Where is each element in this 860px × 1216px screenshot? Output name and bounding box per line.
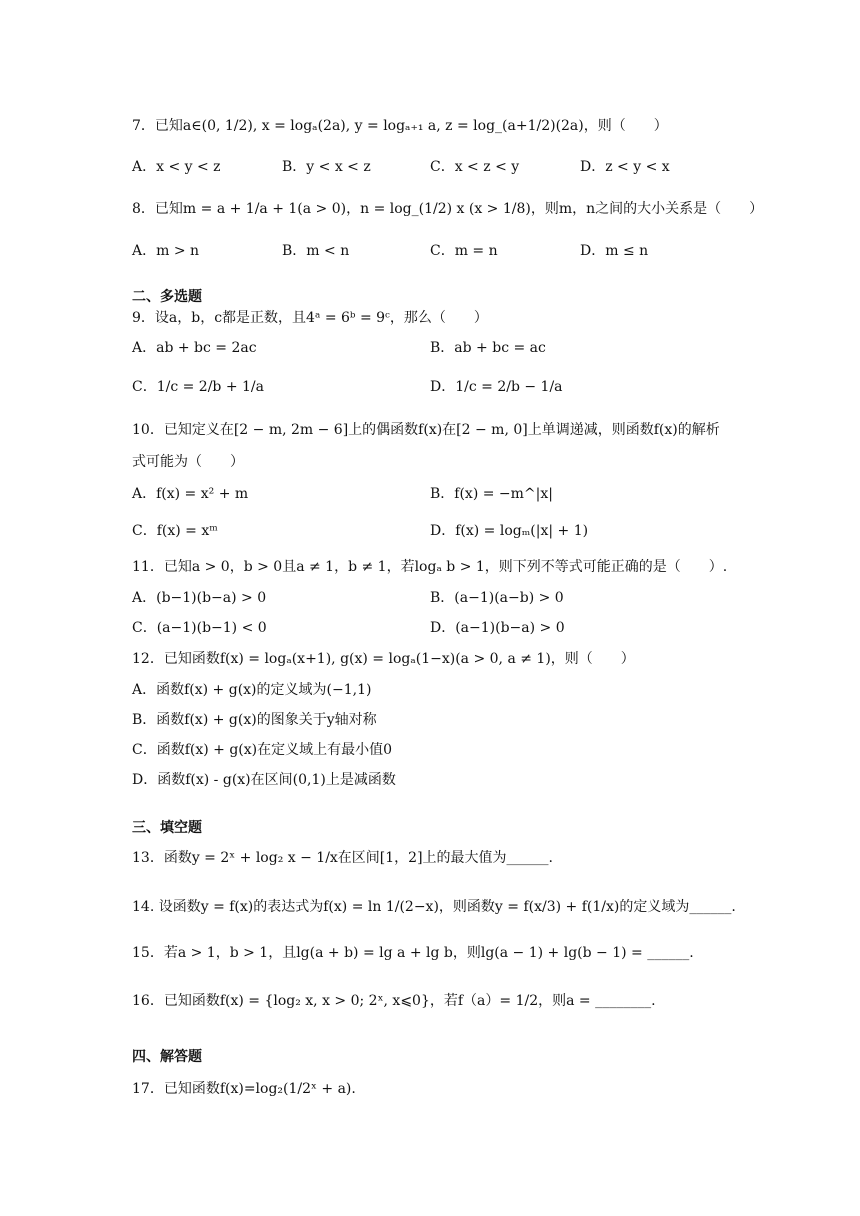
q12-option-b: B．函数f(x) + g(x)的图象关于y轴对称 — [132, 712, 377, 728]
q10-option-b: B．f(x) = −m^|x| — [430, 486, 553, 502]
q9-option-a: A．ab + bc = 2ac — [132, 340, 257, 356]
q7-option-c: C．x < z < y — [430, 159, 520, 175]
q8-option-a: A．m > n — [132, 243, 200, 259]
q10-option-c: C．f(x) = xᵐ — [132, 523, 218, 539]
q17-stem: 17．已知函数f(x)=log₂(1/2ˣ + a). — [132, 1081, 356, 1097]
q10-stem-line2: 式可能为（ ） — [132, 454, 244, 470]
q11-stem: 11．已知a > 0，b > 0且a ≠ 1，b ≠ 1，若logₐ b > 1，则下列不等式可能正确的是（ ）. — [132, 559, 728, 575]
q10-stem-line1: 10．已知定义在[2 − m, 2m − 6]上的偶函数f(x)在[2 − m, 0]上单调递减，则函数f(x)的解析 — [132, 422, 720, 438]
section-heading-answer: 四、解答题 — [132, 1049, 202, 1065]
q11-option-b: B．(a−1)(a−b) > 0 — [430, 590, 564, 606]
q14-stem: 14. 设函数y = f(x)的表达式为f(x) = ln 1/(2−x)，则函数y = f(x/3) + f(1/x)的定义域为______. — [132, 899, 736, 915]
q7-option-d: D．z < y < x — [580, 159, 670, 175]
q11-option-a: A．(b−1)(b−a) > 0 — [132, 590, 267, 606]
q9-stem: 9．设a，b，c都是正数，且4ᵃ = 6ᵇ = 9ᶜ，那么（ ） — [132, 310, 488, 326]
q7-option-a: A．x < y < z — [132, 159, 221, 175]
q12-stem: 12．已知函数f(x) = logₐ(x+1), g(x) = logₐ(1−x)(a > 0, a ≠ 1)，则（ ） — [132, 651, 635, 667]
q9-option-b: B．ab + bc = ac — [430, 340, 546, 356]
q10-option-d: D．f(x) = logₘ(|x| + 1) — [430, 523, 589, 539]
q8-stem: 8．已知m = a + 1/a + 1(a > 0)，n = log_(1/2) x (x > 1/8)，则m，n之间的大小关系是（ ） — [132, 201, 764, 217]
q7-stem: 7．已知a∈(0, 1/2), x = logₐ(2a), y = logₐ₊₁ a, z = log_(a+1/2)(2a)，则（ ） — [132, 118, 668, 134]
section-heading-multiple-choice: 二、多选题 — [132, 289, 202, 305]
q11-option-d: D．(a−1)(b−a) > 0 — [430, 620, 565, 636]
q16-stem: 16．已知函数f(x) = {log₂ x, x > 0; 2ˣ, x⩽0}，若f（a）= 1/2，则a = ________. — [132, 993, 656, 1009]
q12-option-d: D．函数f(x) - g(x)在区间(0,1)上是减函数 — [132, 772, 396, 788]
q12-option-a: A．函数f(x) + g(x)的定义域为(−1,1) — [132, 682, 372, 698]
q12-option-c: C．函数f(x) + g(x)在定义域上有最小值0 — [132, 742, 393, 758]
q8-option-b: B．m < n — [282, 243, 350, 259]
q10-option-a: A．f(x) = x² + m — [132, 486, 249, 502]
q11-option-c: C．(a−1)(b−1) < 0 — [132, 620, 267, 636]
q15-stem: 15．若a > 1，b > 1，且lg(a + b) = lg a + lg b，则lg(a − 1) + lg(b − 1) = ______. — [132, 945, 694, 961]
q8-option-d: D．m ≤ n — [580, 243, 649, 259]
q13-stem: 13．函数y = 2ˣ + log₂ x − 1/x在区间[1，2]上的最大值为______. — [132, 850, 553, 866]
q9-option-c: C．1/c = 2/b + 1/a — [132, 379, 264, 395]
q7-option-b: B．y < x < z — [282, 159, 371, 175]
q9-option-d: D．1/c = 2/b − 1/a — [430, 379, 563, 395]
section-heading-fill-in: 三、填空题 — [132, 820, 202, 836]
q8-option-c: C．m = n — [430, 243, 498, 259]
